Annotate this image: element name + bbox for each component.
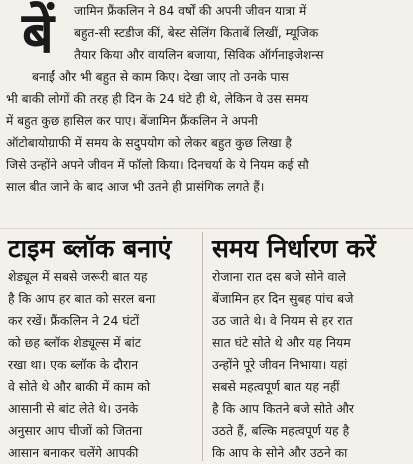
left-column-line: कर रखें। फ्रैंकलिन ने 24 घंटों (8, 313, 140, 328)
drop-cap: बें (22, 0, 54, 66)
left-column-heading: टाइम ब्लॉक बनाएं (8, 234, 172, 263)
intro-line: तैयार किया और वायलिन बजाया, सिविक ऑर्गनाइजेशन्स (74, 48, 324, 62)
left-column-line: को छह ब्लॉक शेड्यूल्स में बांट (8, 335, 142, 350)
left-column-line: आसानी से बांट लेते थे। उनके (8, 401, 139, 416)
right-column-line: कि आप के सोने और उठने का (212, 445, 348, 460)
column-divider (202, 232, 203, 461)
intro-line: जामिन फ्रैंकलिन ने 84 वर्षों की अपनी जीवन यात्रा में (74, 4, 307, 18)
intro-line: बनाईं और भी बहुत से काम किए। देखा जाए तो उनके पास (32, 70, 289, 84)
left-column-line: अनुसार आप चीजों को जितना (8, 423, 143, 438)
intro-line: साल बीत जाने के बाद आज भी उतने ही प्रासंगिक लगते हैं। (6, 180, 265, 194)
left-column-line: आसान बनाकर चलेंगे आपकी (8, 445, 139, 460)
right-column-line: सात घंटे सोते थे और यह नियम (212, 335, 351, 350)
right-column-line: बेंजामिन हर दिन सुबह पांच बजे (212, 291, 354, 306)
right-column-line: सबसे महत्वपूर्ण बात यह नहीं (212, 379, 340, 394)
left-column-line: शेड्यूल में सबसे जरूरी बात यह (8, 269, 148, 284)
right-column-heading: समय निर्धारण करें (212, 234, 376, 263)
left-column-line: वे सोते थे और बाकी में काम को (8, 379, 151, 394)
intro-line: बहुत-सी स्टडीज कीं, बेस्ट सेलिंग किताबें लिखीं, म्यूजिक (74, 26, 319, 40)
intro-line: में बहुत कुछ हासिल कर पाए। बेंजामिन फ्रैंकलिन ने अपनी (6, 114, 258, 128)
intro-line: भी बाकी लोगों की तरह ही दिन के 24 घंटे ही थे, लेकिन वे उस समय (6, 92, 309, 106)
intro-line: जिसे उन्होंने अपने जीवन में फॉलो किया। दिनचर्या के ये नियम कई सौ (6, 158, 309, 172)
left-column-line: रखा था। एक ब्लॉक के दौरान (8, 357, 139, 372)
right-column-line: उठ जाते थे। वे नियम से हर रात (212, 313, 353, 328)
section-rule (0, 228, 413, 229)
left-column-line: है कि आप हर बात को सरल बना (8, 291, 156, 306)
right-column-line: उठते हैं, बल्कि महत्वपूर्ण यह है (212, 423, 350, 438)
right-column-line: रोजाना रात दस बजे सोने वाले (212, 269, 346, 284)
intro-line: ऑटोबायोग्राफी में समय के सदुपयोग को लेकर बहुत कुछ लिखा है (6, 136, 292, 150)
right-column-line: है कि आप कितने बजे सोते और (212, 401, 354, 416)
right-column-line: उन्होंने पूरे जीवन निभाया। यहां (212, 357, 348, 372)
